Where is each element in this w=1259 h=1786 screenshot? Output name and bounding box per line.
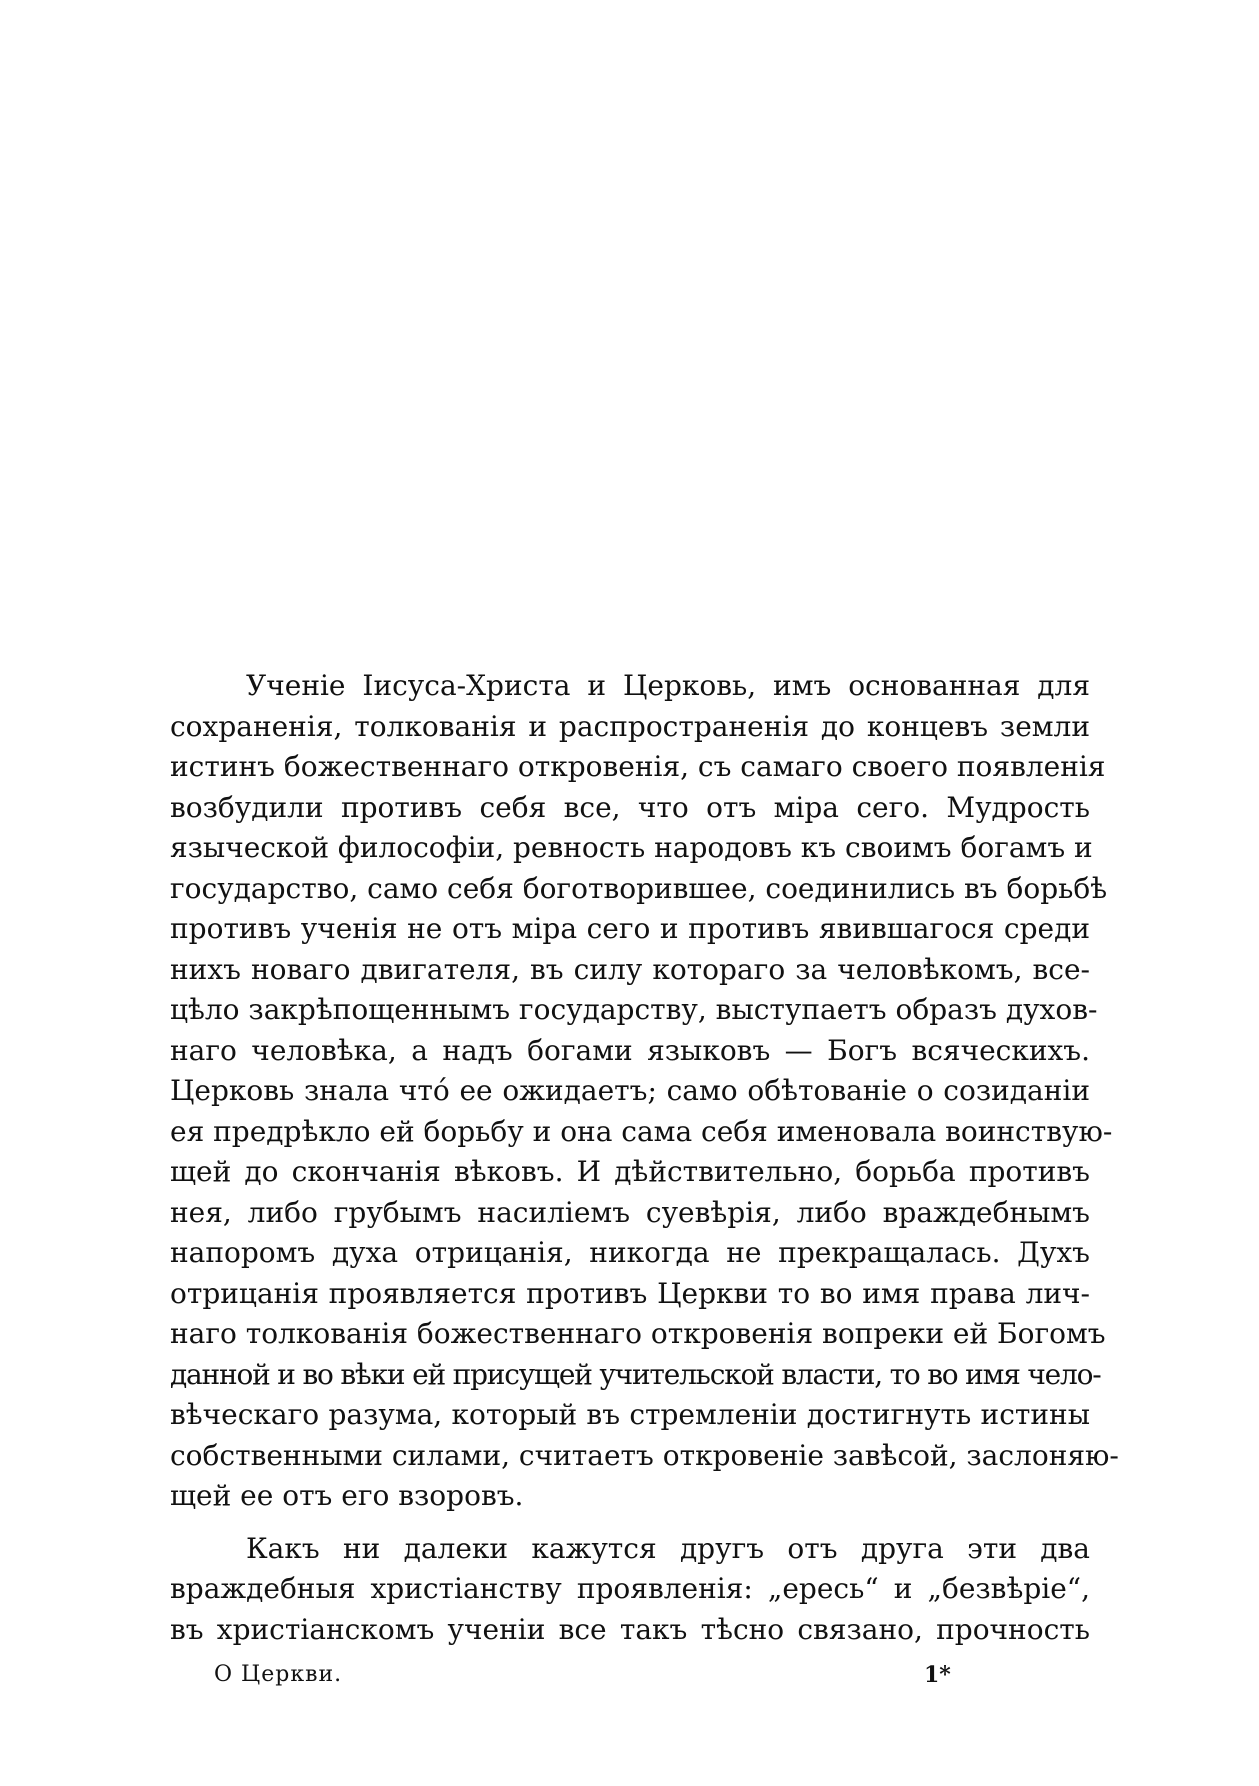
text-line: враждебныя христіанству проявленія: „ересь“ и „безвѣріе“, [170,1572,1090,1605]
sheet-mark: 1* [924,1662,951,1688]
text-line: напоромъ духа отрицанія, никогда не прекращалась. Духъ [170,1236,1090,1269]
text-line: противъ ученія не отъ міра сего и противъ явившагося среди [170,912,1090,945]
text-line: наго человѣка, а надъ богами языковъ — Богъ всяческихъ. [170,1033,1090,1067]
text-line: государство, само себя боготворившее, соединились въ борьбѣ [170,871,1108,905]
text-line: вѣческаго разума, который въ стремленіи достигнуть истины [170,1398,1090,1431]
text-line: истинъ божественнаго откровенія, съ самаго своего появленія [170,750,1106,783]
text-line: возбудили противъ себя все, что отъ міра сего. Мудрость [170,790,1090,824]
text-line: наго толкованія божественнаго откровенія вопреки ей Богомъ [170,1317,1106,1350]
text-line: нея, либо грубымъ насиліемъ суевѣрія, либо враждебнымъ [170,1195,1090,1229]
paragraph-2 [170,1529,1090,1651]
paragraph-gap [170,1517,1090,1529]
text-line: собственными силами, считаетъ откровеніе завѣсой, заслоняю- [170,1438,1119,1472]
text-line: нихъ новаго двигателя, въ силу котораго за человѣкомъ, все- [170,952,1090,986]
text-line: Ученіе Іисуса-Христа и Церковь, имъ основанная для [246,669,1090,702]
page-footer [214,1662,974,1692]
body-text [170,666,1119,1650]
text-line: языческой философіи, ревность народовъ къ своимъ богамъ и [170,831,1093,864]
text-line: цѣло закрѣпощеннымъ государству, выступаетъ образъ духов- [170,993,1098,1026]
text-line: отрицанія проявляется противъ Церкви то во имя права лич- [170,1276,1090,1310]
text-line: сохраненія, толкованія и распространенія до концевъ земли [170,709,1090,743]
text-line: данной и во вѣки ей присущей учительской власти, то во имя чело- [170,1357,1101,1391]
signature-mark: О Церкви. [214,1662,343,1687]
text-line: Какъ ни далеки кажутся другъ отъ друга эти два [246,1531,1090,1565]
text-line: въ христіанскомъ ученіи все такъ тѣсно связано, прочность [170,1612,1090,1646]
text-line: щей до скончанія вѣковъ. И дѣйствительно, борьба противъ [170,1155,1090,1188]
text-line: ея предрѣкло ей борьбу и она сама себя именовала воинствую- [170,1114,1113,1148]
paragraph-1 [170,666,1119,1517]
text-line: Церковь знала что́ ее ожидаетъ; само обѣтованіе о созиданіи [170,1074,1090,1107]
text-line: щей ее отъ его взоровъ. [170,1479,524,1512]
